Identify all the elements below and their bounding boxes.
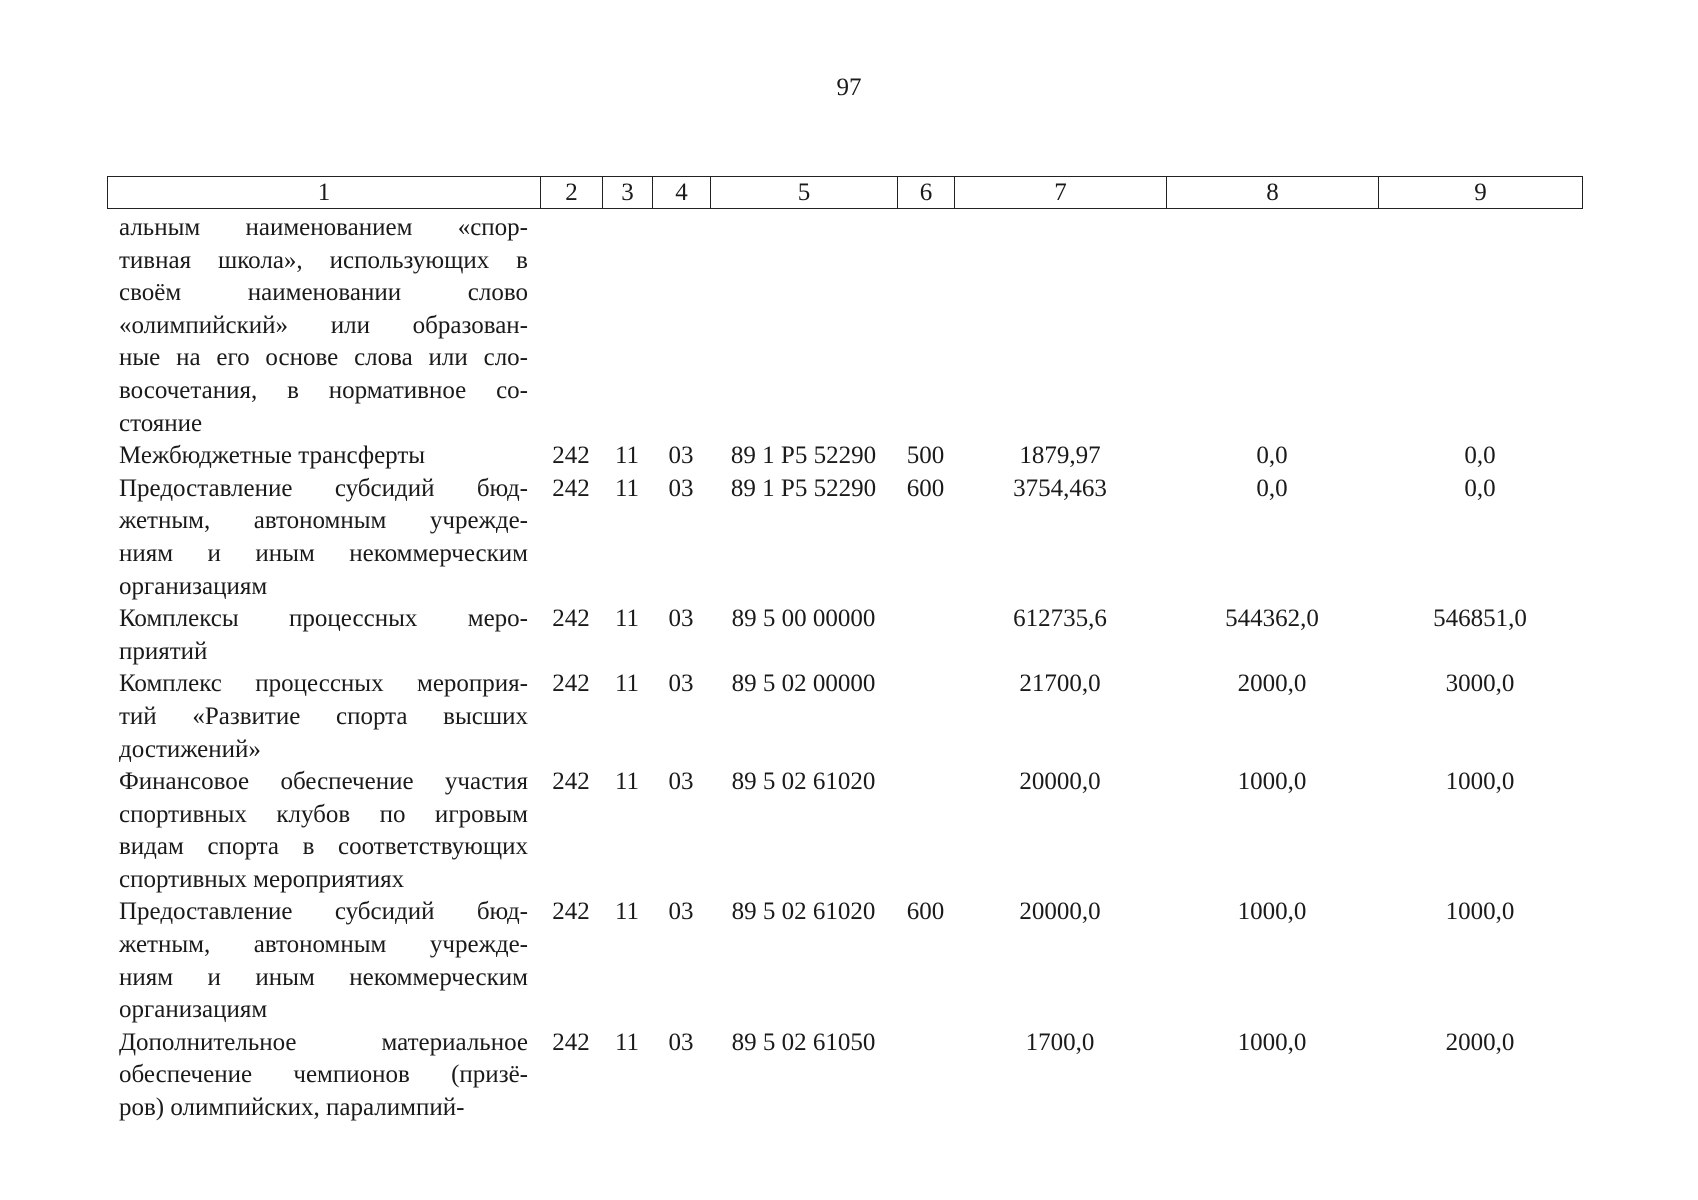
header-col-1: 1	[108, 177, 541, 209]
amount-col-7: 3754,463	[1013, 474, 1107, 502]
description-line: Комплексы процессных меро-	[119, 605, 528, 633]
program-code: 242	[552, 898, 590, 926]
amount-col-7: 1700,0	[1025, 1028, 1095, 1056]
amount-col-8: 1000,0	[1237, 768, 1307, 796]
header-col-7: 7	[955, 177, 1167, 209]
program-code: 242	[552, 605, 590, 633]
target-article-code: 89 5 02 61020	[731, 898, 876, 926]
amount-col-8: 2000,0	[1237, 670, 1307, 698]
subsection-code: 03	[668, 768, 694, 796]
budget-table-body	[107, 212, 1582, 1125]
description-line: тивная школа», использующих в	[119, 246, 528, 274]
table-row	[107, 440, 1582, 473]
row-description	[107, 473, 540, 603]
header-col-6: 6	[898, 177, 955, 209]
amount-col-8: 1000,0	[1237, 898, 1307, 926]
description-line: Межбюджетные трансферты	[119, 442, 426, 470]
row-description	[107, 212, 540, 440]
table-row	[107, 668, 1582, 766]
expense-type-code: 500	[906, 442, 945, 470]
table-row	[107, 896, 1582, 1026]
expense-type-code: 600	[906, 898, 945, 926]
subsection-code: 03	[668, 474, 694, 502]
program-code: 242	[552, 670, 590, 698]
amount-col-8: 0,0	[1256, 442, 1288, 470]
description-line: Предоставление субсидий бюд-	[119, 898, 528, 926]
table-row	[107, 603, 1582, 668]
description-line: своём наименовании слово	[119, 279, 528, 307]
description-line: достижений»	[119, 735, 261, 763]
amount-col-7: 612735,6	[1013, 605, 1107, 633]
row-description	[107, 1027, 540, 1125]
header-col-2: 2	[541, 177, 603, 209]
amount-col-9: 0,0	[1464, 442, 1496, 470]
amount-col-9: 546851,0	[1433, 605, 1527, 633]
program-code: 242	[552, 1028, 590, 1056]
target-article-code: 89 1 P5 52290	[730, 474, 877, 502]
row-description	[107, 766, 540, 896]
header-col-4: 4	[653, 177, 711, 209]
header-col-8: 8	[1167, 177, 1379, 209]
description-line: альным наименованием «спор-	[119, 214, 528, 241]
description-line: Предоставление субсидий бюд-	[119, 474, 528, 502]
section-code: 11	[614, 1028, 640, 1056]
row-description	[107, 668, 540, 766]
amount-col-7: 20000,0	[1019, 898, 1101, 926]
amount-col-8: 1000,0	[1237, 1028, 1307, 1056]
description-line: Комплекс процессных мероприя-	[119, 670, 528, 698]
amount-col-8: 0,0	[1256, 474, 1288, 502]
description-line: стояние	[119, 409, 203, 437]
amount-col-8: 544362,0	[1225, 605, 1319, 633]
description-line: спортивных клубов по игровым	[119, 800, 528, 828]
amount-col-9: 1000,0	[1445, 898, 1515, 926]
description-line: жетным, автономным учрежде-	[119, 507, 528, 535]
section-code: 11	[614, 474, 640, 502]
description-line: организациям	[119, 572, 268, 600]
amount-col-7: 1879,97	[1019, 442, 1101, 470]
amount-col-9: 1000,0	[1445, 768, 1515, 796]
subsection-code: 03	[668, 1028, 694, 1056]
subsection-code: 03	[668, 605, 694, 633]
page-number: 97	[836, 74, 862, 101]
description-line: ров) олимпийских, паралимпий-	[119, 1094, 465, 1122]
row-description	[107, 603, 540, 668]
subsection-code: 03	[668, 670, 694, 698]
program-code: 242	[552, 442, 590, 470]
description-line: ниям и иным некоммерческим	[119, 963, 528, 991]
description-line: ные на его основе слова или сло-	[119, 344, 528, 372]
amount-col-7: 21700,0	[1019, 670, 1101, 698]
target-article-code: 89 5 02 00000	[731, 670, 876, 698]
subsection-code: 03	[668, 442, 694, 470]
target-article-code: 89 5 00 00000	[731, 605, 876, 633]
description-line: спортивных мероприятиях	[119, 865, 405, 893]
description-line: тий «Развитие спорта высших	[119, 702, 528, 730]
expense-type-code: 600	[906, 474, 945, 502]
column-number-header	[107, 176, 1583, 209]
target-article-code: 89 1 P5 52290	[730, 442, 877, 470]
subsection-code: 03	[668, 898, 694, 926]
row-description	[107, 896, 540, 1026]
amount-col-9: 0,0	[1464, 474, 1496, 502]
target-article-code: 89 5 02 61020	[731, 768, 876, 796]
section-code: 11	[614, 605, 640, 633]
target-article-code: 89 5 02 61050	[731, 1028, 876, 1056]
description-line: ниям и иным некоммерческим	[119, 539, 528, 567]
description-line: восочетания, в нормативное со-	[119, 376, 528, 404]
table-row	[107, 473, 1582, 603]
description-line: видам спорта в соответствующих	[119, 833, 528, 861]
amount-col-9: 2000,0	[1445, 1028, 1515, 1056]
amount-col-9: 3000,0	[1445, 670, 1515, 698]
program-code: 242	[552, 768, 590, 796]
description-line: приятий	[119, 637, 208, 665]
table-row	[107, 766, 1582, 896]
description-line: организациям	[119, 996, 268, 1024]
table-row	[107, 212, 1582, 440]
section-code: 11	[614, 898, 640, 926]
amount-col-7: 20000,0	[1019, 768, 1101, 796]
program-code: 242	[552, 474, 590, 502]
description-line: Финансовое обеспечение участия	[119, 768, 528, 796]
section-code: 11	[614, 670, 640, 698]
row-description	[107, 440, 540, 473]
section-code: 11	[614, 768, 640, 796]
header-col-9: 9	[1379, 177, 1583, 209]
description-line: жетным, автономным учрежде-	[119, 931, 528, 959]
header-col-5: 5	[711, 177, 898, 209]
description-line: «олимпийский» или образован-	[119, 311, 528, 339]
description-line: обеспечение чемпионов (призё-	[119, 1061, 528, 1089]
header-col-3: 3	[603, 177, 653, 209]
table-row	[107, 1027, 1582, 1125]
description-line: Дополнительное материальное	[119, 1028, 528, 1056]
section-code: 11	[614, 442, 640, 470]
